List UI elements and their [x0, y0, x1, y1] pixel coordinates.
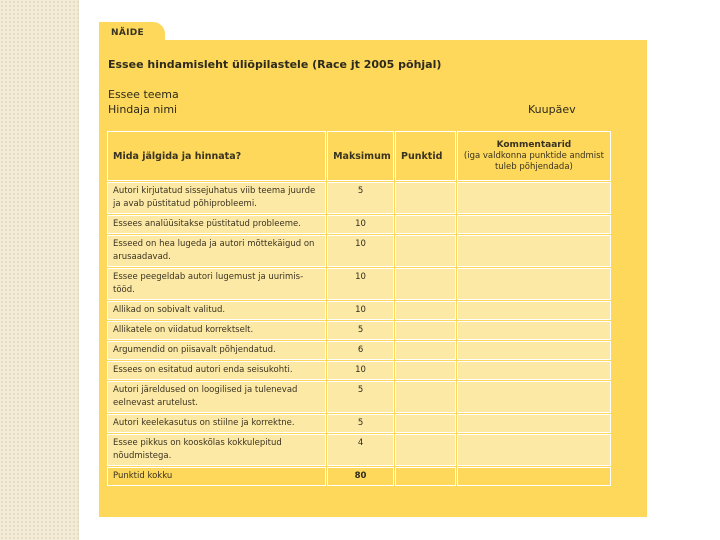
criterion-cell: Argumendid on piisavalt põhjendatud.: [108, 342, 325, 359]
comments-header-note: (iga valdkonna punktide andmist tuleb põhjendada): [463, 150, 604, 172]
comment-cell[interactable]: [458, 216, 610, 233]
max-header: Maksimum: [328, 132, 393, 180]
points-cell[interactable]: [396, 322, 455, 339]
example-label: NÄIDE: [111, 28, 144, 38]
table-row: [108, 216, 610, 233]
table-row: [108, 302, 610, 319]
grader-name-field: Hindaja nimi: [108, 103, 178, 116]
comments-header: [458, 132, 610, 180]
comment-cell[interactable]: [458, 269, 610, 299]
points-cell[interactable]: [396, 342, 455, 359]
points-cell[interactable]: [396, 216, 455, 233]
max-cell: 10: [328, 302, 393, 319]
total-row: [108, 468, 610, 485]
table-row: [108, 435, 610, 465]
points-cell[interactable]: [396, 183, 455, 213]
criterion-cell: Allikatele on viidatud korrektselt.: [108, 322, 325, 339]
max-cell: 10: [328, 216, 393, 233]
max-cell: 5: [328, 183, 393, 213]
table-row: [108, 322, 610, 339]
points-cell[interactable]: [396, 382, 455, 412]
points-cell[interactable]: [396, 435, 455, 465]
essay-topic-field: Essee teema: [108, 88, 179, 101]
criterion-cell: Allikad on sobivalt valitud.: [108, 302, 325, 319]
comment-cell[interactable]: [458, 183, 610, 213]
max-cell: 6: [328, 342, 393, 359]
max-cell: 10: [328, 269, 393, 299]
criterion-cell: Esseed on hea lugeda ja autori mõttekäigud on arusaadavad.: [108, 236, 325, 266]
table-row: [108, 382, 610, 412]
criterion-cell: Autori järeldused on loogilised ja tulenevad eelnevast arutelust.: [108, 382, 325, 412]
total-max: 80: [328, 468, 393, 485]
criterion-header: Mida jälgida ja hinnata?: [108, 132, 325, 180]
max-cell: 5: [328, 382, 393, 412]
comment-cell[interactable]: [458, 236, 610, 266]
criterion-cell: Essee peegeldab autori lugemust ja uurimis-tööd.: [108, 269, 325, 299]
points-cell[interactable]: [396, 415, 455, 432]
comment-cell[interactable]: [458, 342, 610, 359]
comment-cell[interactable]: [458, 302, 610, 319]
total-comment-cell[interactable]: [458, 468, 610, 485]
points-cell[interactable]: [396, 362, 455, 379]
date-field: Kuupäev: [528, 103, 576, 116]
table-header-row: [108, 132, 610, 180]
table-row: [108, 415, 610, 432]
max-cell: 5: [328, 322, 393, 339]
total-points-cell[interactable]: [396, 468, 455, 485]
criterion-cell: Essee pikkus on kooskõlas kokkulepitud nõudmistega.: [108, 435, 325, 465]
max-cell: 4: [328, 435, 393, 465]
max-cell: 10: [328, 236, 393, 266]
comment-cell[interactable]: [458, 415, 610, 432]
table-row: [108, 342, 610, 359]
total-label: Punktid kokku: [108, 468, 325, 485]
comments-header-title: Kommentaarid: [496, 139, 572, 150]
rubric-table: [105, 129, 613, 488]
points-cell[interactable]: [396, 302, 455, 319]
comment-cell[interactable]: [458, 322, 610, 339]
table-row: [108, 183, 610, 213]
comment-cell[interactable]: [458, 435, 610, 465]
criterion-cell: Essees analüüsitakse püstitatud probleeme.: [108, 216, 325, 233]
table-row: [108, 269, 610, 299]
points-header: Punktid: [396, 132, 455, 180]
criterion-cell: Autori kirjutatud sissejuhatus viib teema juurde ja avab püstitatud põhiprobleemi.: [108, 183, 325, 213]
table-row: [108, 236, 610, 266]
max-cell: 5: [328, 415, 393, 432]
table-row: [108, 362, 610, 379]
example-tab: [99, 22, 165, 42]
comment-cell[interactable]: [458, 382, 610, 412]
criterion-cell: Autori keelekasutus on stiilne ja korrektne.: [108, 415, 325, 432]
decorative-side-strip: [0, 0, 79, 540]
page-title: Essee hindamisleht üliõpilastele (Race jt 2005 põhjal): [108, 58, 442, 71]
criterion-cell: Essees on esitatud autori enda seisukohti.: [108, 362, 325, 379]
comment-cell[interactable]: [458, 362, 610, 379]
max-cell: 10: [328, 362, 393, 379]
points-cell[interactable]: [396, 236, 455, 266]
points-cell[interactable]: [396, 269, 455, 299]
